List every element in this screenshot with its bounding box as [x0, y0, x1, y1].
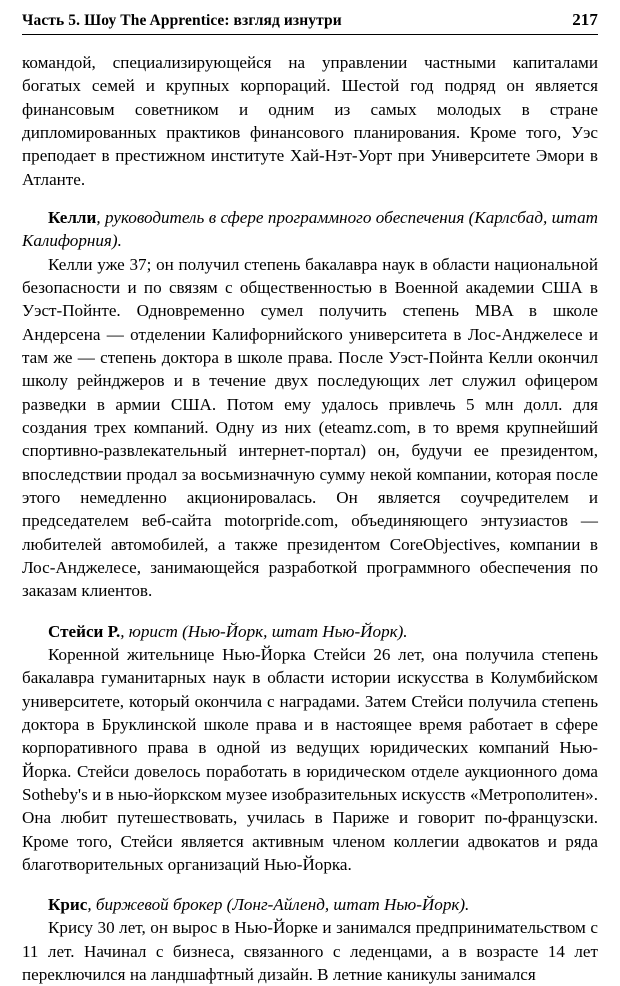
entry-heading-kelly — [22, 206, 598, 253]
running-head-title: Часть 5. Шоу The Apprentice: взгляд изнутри — [22, 12, 342, 29]
page-header — [22, 10, 598, 34]
entry-heading-stacy — [22, 620, 598, 643]
entry-body-chris: Крису 30 лет, он вырос в Нью-Йорке и занимался предпринимательством с 11 лет. Начинал с бизнеса, связанного с леденцами, а в возрасте 14 лет переключился на ландшафтный дизайн. В летние каникулы занимался — [22, 918, 598, 985]
page-body — [22, 51, 598, 986]
entry-body-stacy: Коренной жительнице Нью-Йорка Стейси 26 лет, она получила степень бакалавра гуманитарных наук в области истории искусства в Колумбийском университете, который окончила с наградами. Затем Стейси получила степень доктора в Бруклинской школе права и в настоящее время работает в сфере корпоративного права в одной из ведущих юридических компаний Нью-Йорка. Стейси довелось поработать в юридическом отделе аукционного дома Sotheby's и в нью-йоркском музее изобразительных искусств «Метрополитен». Она любит путешествовать, училась в Париже и говорит по-французски. Кроме того, Стейси является активным членом коллегии адвокатов и ряда благотворительных организаций Нью-Йорка. — [22, 644, 598, 874]
entry-name-kelly: Келли — [48, 207, 97, 227]
page-number: 217 — [572, 10, 598, 29]
entry-role-kelly: , руководитель в сфере программного обеспечения (Карлсбад, штат Калифорния). — [22, 207, 598, 251]
entry-body-kelly: Келли уже 37; он получил степень бакалавра наук в области национальной безопасности и по связям с общественностью в Военной академии США в Уэст-Пойнте. Одновременно сумел получить степень MBA в школе Андерсена — отделении Калифорнийского университета в Лос-Анджелесе и там же — степень доктора в школе права. После Уэст-Пойнта Келли окончил школу рейнджеров и в течение двух последующих лет служил офицером разведки в армии США. Потом ему удалось привлечь 5 млн долл. для создания трех компаний. Одну из них (eteamz.com, в то время крупнейший спортивно-развлекательный интернет-портал) он, будучи ее президентом, впоследствии продал за восьмизначную сумму некой компании, которая после этого немедленно акционировалась. Он является соучредителем и председателем веб-сайта motorpride.com, объединяющего энтузиастов — любителей автомобилей, а также президентом CoreObjectives, компании в Лос-Анджелесе, занимающейся разработкой программного обеспечения по заказам клиентов. — [22, 254, 598, 601]
entry-name-chris: Крис — [48, 895, 88, 915]
entry-role-stacy: , юрист (Нью-Йорк, штат Нью-Йорк). — [120, 621, 408, 641]
entry-role-chris: , биржевой брокер (Лонг-Айленд, штат Нью-Йорк). — [87, 895, 470, 915]
paragraph-continued: командой, специализирующейся на управлении частными капиталами богатых семей и крупных корпораций. Шестой год подряд он является финансовым советником и одним из самых молодых в стране дипломированных практиков финансового планирования. Кроме того, Уэс преподает в престижном институте Хай-Нэт-Уорт при Университете Эмори в Атланте. — [22, 53, 598, 189]
header-divider — [22, 34, 598, 35]
entry-name-stacy: Стейси Р. — [48, 621, 121, 641]
entry-heading-chris — [22, 893, 598, 916]
